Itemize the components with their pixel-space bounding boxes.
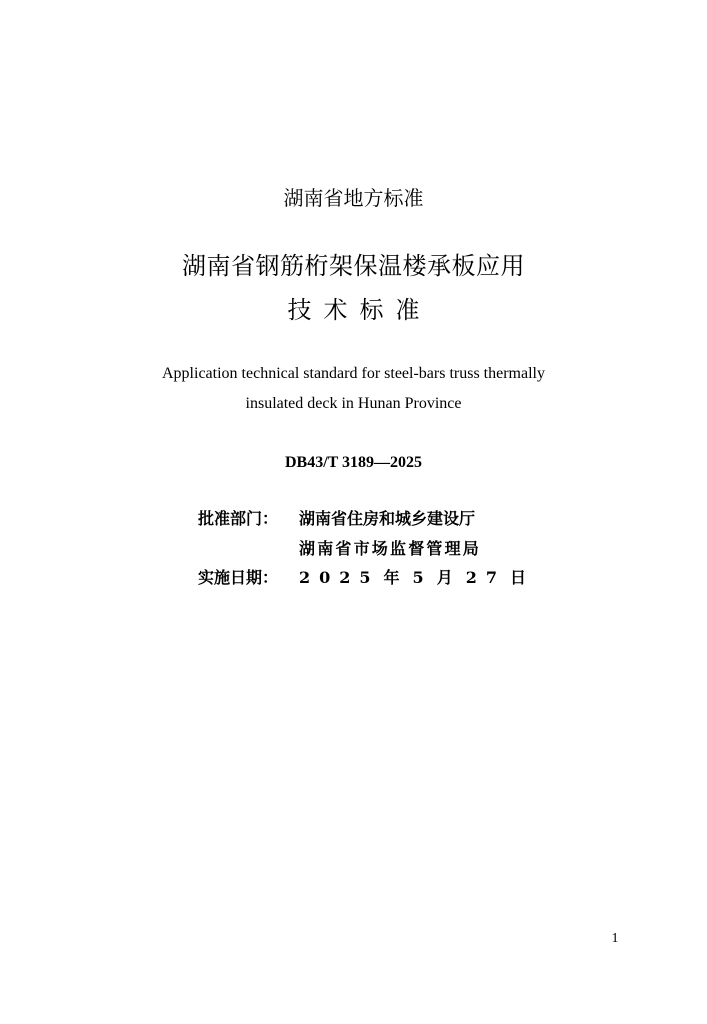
implementation-date: [299, 566, 539, 590]
date-year-unit: 年: [383, 568, 400, 587]
standard-category: 湖南省地方标准: [283, 186, 424, 210]
english-title-line-2: insulated deck in Hunan Province: [245, 395, 462, 412]
standard-number: DB43/T 3189—2025: [284, 454, 423, 471]
date-month: 5: [412, 568, 433, 587]
english-title-line-1: Application technical standard for steel-bars truss thermally: [162, 365, 545, 382]
approval-dept-2: 湖南省市场监督管理局: [299, 539, 482, 558]
date-day-unit: 日: [509, 568, 526, 587]
approval-dept-1: 湖南省住房和城乡建设厅: [299, 509, 476, 528]
page-number: 1: [611, 931, 619, 946]
date-year: 2025: [299, 568, 380, 587]
document-subtitle: 技术标准: [287, 296, 432, 324]
date-month-unit: 月: [436, 568, 453, 587]
approval-label: 批准部门：: [198, 509, 279, 528]
document-title: 湖南省钢筋桁架保温楼承板应用: [182, 252, 525, 280]
implementation-label: 实施日期：: [198, 568, 279, 587]
date-day: 27: [465, 568, 506, 587]
